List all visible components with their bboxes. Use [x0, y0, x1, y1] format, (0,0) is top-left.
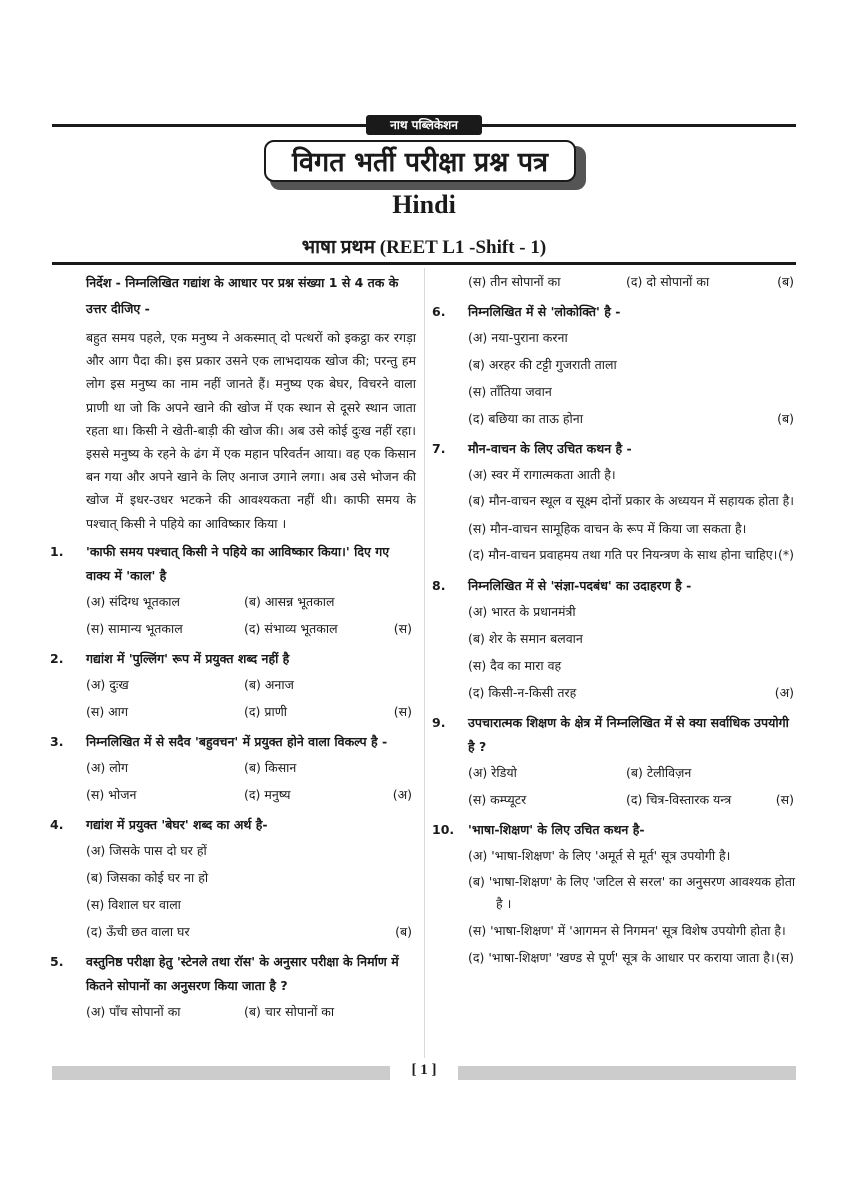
option-c: (स) 'भाषा-शिक्षण' में 'आगमन से निगमन' सूत्र विशेष उपयोगी होता है। — [468, 923, 786, 938]
option-d: (द) दो सोपानों का — [626, 274, 710, 289]
question-number: 9. — [432, 715, 446, 730]
answer-key: (स) — [393, 620, 412, 636]
option-b: (ब) अनाज — [244, 676, 294, 692]
question-text: वस्तुनिष्ठ परीक्षा हेतु 'स्टेनले तथा रॉस' के अनुसार परीक्षा के निर्माण में कितने सोपानों का अनुसरण किया जाता है ? — [86, 953, 399, 993]
option-c: (स) दैव का मारा वह — [468, 658, 562, 673]
option-d: (द) चित्र-विस्तारक यन्त्र — [626, 792, 732, 807]
option-d: (द) 'भाषा-शिक्षण' 'खण्ड से पूर्ण' सूत्र के आधार पर कराया जाता है। — [468, 950, 775, 965]
option-b: (ब) जिसका कोई घर ना हो — [86, 869, 209, 885]
question-text: गद्यांश में प्रयुक्त 'बेघर' शब्द का अर्थ है- — [86, 816, 268, 832]
question-number: 2. — [50, 650, 64, 666]
option-d: (द) बछिया का ताऊ होना — [468, 411, 583, 426]
question-number: 5. — [50, 953, 64, 969]
question-5-continued — [432, 268, 798, 295]
answer-key: (*) — [777, 547, 794, 562]
answer-key: (स) — [393, 703, 412, 719]
question-text: निम्नलिखित में से 'संज्ञा-पदबंध' का उदाहरण है - — [468, 578, 692, 593]
page-number: [ 1 ] — [411, 1062, 437, 1078]
option-d: (द) किसी-न-किसी तरह — [468, 685, 577, 700]
question-number: 7. — [432, 441, 446, 456]
page-title: विगत भर्ती परीक्षा प्रश्न पत्र — [264, 140, 576, 182]
question-number: 1. — [50, 543, 64, 559]
question-text: 'भाषा-शिक्षण' के लिए उचित कथन है- — [468, 822, 645, 837]
option-d: (द) प्राणी — [244, 703, 287, 719]
option-b: (ब) टेलीविज़न — [626, 765, 692, 780]
subject-heading: Hindi — [392, 190, 456, 219]
question-text: मौन-वाचन के लिए उचित कथन है - — [468, 441, 632, 456]
paper-subtitle: भाषा प्रथम (REET L1 -Shift - 1) — [301, 237, 547, 258]
option-b: (ब) अरहर की टट्टी गुजराती ताला — [468, 357, 617, 372]
question-8 — [432, 574, 798, 706]
question-number: 3. — [50, 733, 64, 749]
question-text: उपचारात्मक शिक्षण के क्षेत्र में निम्नलिखित में से क्या सर्वाधिक उपयोगी है ? — [468, 715, 789, 754]
question-2 — [50, 647, 416, 725]
instruction: निर्देश - निम्नलिखित गद्यांश के आधार पर प्रश्न संख्या 1 से 4 तक के उत्तर दीजिए - — [86, 275, 399, 316]
option-d: (द) मनुष्य — [244, 786, 291, 802]
option-c: (स) आग — [86, 703, 128, 719]
question-9 — [432, 711, 798, 813]
question-text: निम्नलिखित में से सदैव 'बहुवचन' में प्रयुक्त होने वाला विकल्प है - — [86, 733, 388, 749]
question-5 — [50, 950, 416, 1025]
question-text: गद्यांश में 'पुल्लिंग' रूप में प्रयुक्त शब्द नहीं है — [86, 650, 290, 666]
option-c: (स) मौन-वाचन सामूहिक वाचन के रूप में किया जा सकता है। — [468, 521, 747, 536]
option-d: (द) ऊँची छत वाला घर — [86, 923, 190, 939]
option-d: (द) मौन-वाचन प्रवाहमय तथा गति पर नियन्त्रण के साथ होना चाहिए। — [468, 547, 778, 562]
question-text: 'काफी समय पश्चात् किसी ने पहिये का आविष्कार किया।' दिए गए वाक्य में 'काल' है — [86, 543, 390, 583]
answer-key: (ब) — [777, 411, 794, 426]
answer-key: (ब) — [395, 923, 412, 939]
option-d: (द) संभाव्य भूतकाल — [244, 620, 338, 636]
question-1 — [50, 540, 416, 642]
answer-key: (अ) — [392, 786, 412, 802]
passage: बहुत समय पहले, एक मनुष्य ने अकस्मात् दो पत्थरों को इकट्ठा कर रगड़ा और आग पैदा की। इस प्रकार उसने एक लाभदायक खोज की; परन्तु हम लोग इस मनुष्य का नाम नहीं जानते हैं। मनुष्य एक बेघर, विचरने वाला प्राणी था जो कि अपने खाने की खोज में एक स्थान से दूसरे स्थान जाता रहता था। किसी ने खेती-बाड़ी की खोज की। अब उसे कोई दुःख नहीं रहा। इससे मनुष्य के रहने के ढंग में एक महान परिवर्तन आया। वह एक किसान बन गया और अपने खाने के लिए अनाज उगाने लगा। अब उसे भोजन की खोज में इधर-उधर भटकने की आवश्यकता नहीं थी। काफी समय के पश्चात् किसी ने पहिये का आविष्कार किया । — [86, 330, 416, 531]
question-number: 10. — [432, 822, 455, 837]
option-b: (ब) शेर के समान बलवान — [468, 631, 583, 646]
option-a: (अ) भारत के प्रधानमंत्री — [468, 604, 576, 619]
option-a: (अ) 'भाषा-शिक्षण' के लिए 'अमूर्त से मूर्त' सूत्र उपयोगी है। — [468, 848, 731, 863]
option-c: (स) तीन सोपानों का — [468, 274, 561, 289]
option-b: (ब) किसान — [244, 759, 297, 775]
question-4 — [50, 813, 416, 945]
question-6 — [432, 300, 798, 432]
column-divider — [424, 268, 425, 1058]
option-c: (स) ताँतिया जवान — [468, 384, 552, 399]
option-b: (ब) 'भाषा-शिक्षण' के लिए 'जटिल से सरल' का अनुसरण आवश्यक होता है । — [468, 874, 796, 911]
option-a: (अ) जिसके पास दो घर हों — [86, 842, 207, 858]
option-a: (अ) स्वर में रागात्मकता आती है। — [468, 467, 616, 482]
question-text: निम्नलिखित में से 'लोकोक्ति' है - — [468, 304, 621, 319]
footer-bar-right — [458, 1066, 796, 1080]
answer-key: (स) — [775, 950, 794, 965]
option-c: (स) विशाल घर वाला — [86, 896, 181, 912]
option-b: (ब) मौन-वाचन स्थूल व सूक्ष्म दोनों प्रकार के अध्ययन में सहायक होता है। — [468, 493, 794, 508]
footer-bar-left — [52, 1066, 390, 1080]
question-number: 4. — [50, 816, 64, 832]
option-a: (अ) लोग — [86, 759, 129, 775]
option-a: (अ) पाँच सोपानों का — [86, 1003, 181, 1019]
option-a: (अ) संदिग्ध भूतकाल — [86, 593, 181, 609]
answer-key: (अ) — [774, 685, 794, 700]
question-7 — [432, 437, 798, 569]
answer-key: (स) — [775, 792, 794, 807]
right-column — [432, 268, 798, 972]
left-column — [50, 268, 416, 1025]
option-c: (स) भोजन — [86, 786, 137, 802]
subtitle-rule — [52, 262, 796, 265]
option-a: (अ) दुःख — [86, 676, 129, 692]
option-c: (स) सामान्य भूतकाल — [86, 620, 183, 636]
question-number: 6. — [432, 304, 446, 319]
question-3 — [50, 730, 416, 808]
question-10 — [432, 818, 798, 972]
answer-key: (ब) — [777, 274, 794, 289]
option-b: (ब) चार सोपानों का — [244, 1003, 335, 1019]
question-number: 8. — [432, 578, 446, 593]
option-a: (अ) रेडियो — [468, 765, 517, 780]
publisher-badge: नाथ पब्लिकेशन — [366, 115, 482, 135]
option-a: (अ) नया-पुराना करना — [468, 330, 568, 345]
option-c: (स) कम्प्यूटर — [468, 792, 527, 807]
option-b: (ब) आसन्न भूतकाल — [244, 593, 335, 609]
